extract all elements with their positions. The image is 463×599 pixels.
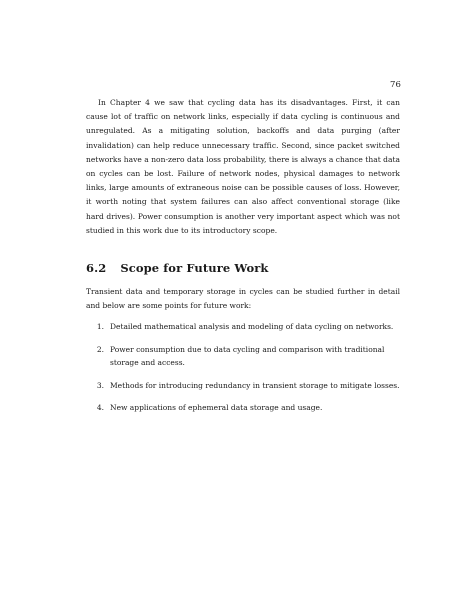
list-item-text: Power consumption due to data cycling and comparison with traditional storage and access. (110, 344, 385, 368)
section-number: 6.2 (86, 261, 107, 276)
list-item (86, 401, 400, 415)
future-work-list (86, 320, 400, 415)
list-item-text: Detailed mathematical analysis and modeling of data cycling on networks. (110, 322, 394, 332)
list-item-number: 4. (96, 403, 104, 413)
page-content (86, 96, 400, 424)
list-item-text: Methods for introducing redundancy in transient storage to mitigate losses. (110, 380, 400, 390)
page-number: 76 (389, 80, 401, 90)
list-item (86, 379, 400, 393)
list-item-number: 2. (96, 344, 104, 354)
list-item (86, 343, 400, 370)
intro-paragraph: In Chapter 4 we saw that cycling data has its disadvantages. First, it can cause lot of traffic on network links, especially if data cycling is continuous and unregulated. As a mitigating solution, backoffs and data purging (after invalidation) can help reduce unnecessary traffic. Second, since packet switched networks have a non-zero data loss probability, there is always a chance that data on cycles can be lost. Failure of network nodes, physical damages to network links, large amounts of extraneous noise can be possible causes of loss. However, it worth noting that system failures can also affect conventional storage (like hard drives). Power consumption is another very important aspect which was not studied in this work due to its introductory scope. (86, 98, 400, 235)
section-title: Scope for Future Work (120, 261, 269, 276)
list-item (86, 320, 400, 334)
list-item-text: New applications of ephemeral data storage and usage. (110, 403, 323, 413)
section-intro-paragraph: Transient data and temporary storage in cycles can be studied further in detail and below are some points for future work: (86, 287, 400, 311)
section-heading (86, 261, 400, 275)
list-item-number: 3. (96, 380, 104, 390)
list-item-number: 1. (96, 322, 104, 332)
